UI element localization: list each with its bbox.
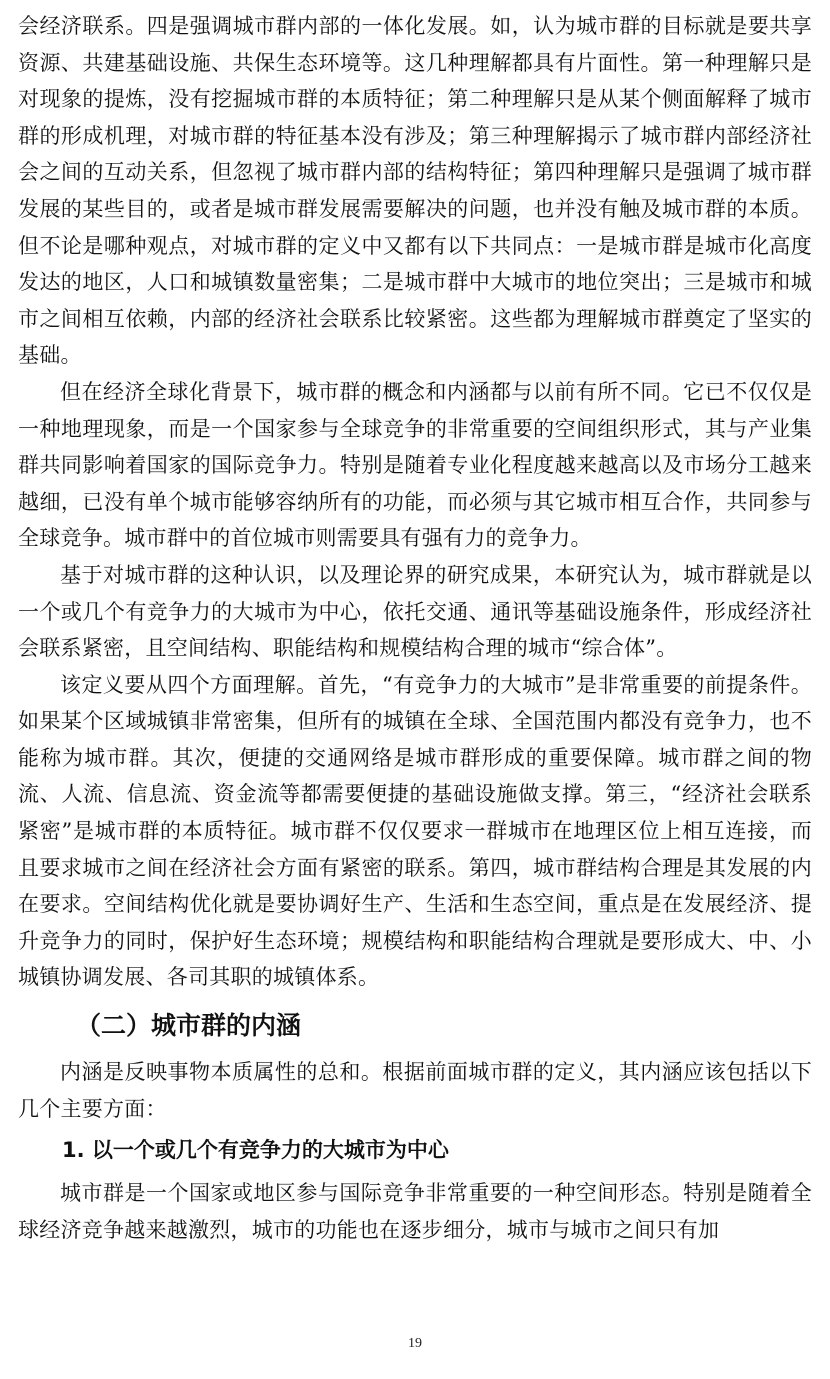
body-paragraph-continued: 会经济联系。四是强调城市群内部的一体化发展。如，认为城市群的目标就是要共享资源、共建基础设施、共保生态环境等。这几种理解都具有片面性。第一种理解只是对现象的提炼，没有挖掘城市群的本质特征；第二种理解只是从某个侧面解释了城市群的形成机理，对城市群的特征基本没有涉及；第三种理解揭示了城市群内部经济社会之间的互动关系，但忽视了城市群内部的结构特征；第四种理解只是强调了城市群发展的某些目的，或者是城市群发展需要解决的问题，也并没有触及城市群的本质。但不论是哪种观点，对城市群的定义中又都有以下共同点：一是城市群是城市化高度发达的地区，人口和城镇数量密集；二是城市群中大城市的地位突出；三是城市和城市之间相互依赖，内部的经济社会联系比较紧密。这些都为理解城市群奠定了坚实的基础。 [18,14,812,368]
body-paragraph-globalization: 但在经济全球化背景下，城市群的概念和内涵都与以前有所不同。它已不仅仅是一种地理现象，而是一个国家参与全球竞争的非常重要的空间组织形式，其与产业集群共同影响着国家的国际竞争力。特别是随着专业化程度越来越高以及市场分工越来越细，已没有单个城市能够容纳所有的功能，而必须与其它城市相互合作，共同参与全球竞争。城市群中的首位城市则需要具有强有力的竞争力。 [18,379,812,551]
page-number: 19 [408,1336,422,1351]
document-page [18,8,812,1248]
body-paragraph-definition: 基于对城市群的这种认识，以及理论界的研究成果，本研究认为，城市群就是以一个或几个有竞争力的大城市为中心，依托交通、通讯等基础设施条件，形成经济社会联系紧密，且空间结构、职能结构和规模结构合理的城市“综合体”。 [18,562,812,661]
body-paragraph-four-aspects: 该定义要从四个方面理解。首先，“有竞争力的大城市”是非常重要的前提条件。如果某个区域城镇非常密集，但所有的城镇在全球、全国范围内都没有竞争力，也不能称为城市群。其次，便捷的交通网络是城市群形成的重要保障。城市群之间的物流、人流、信息流、资金流等都需要便捷的基础设施做支撑。第三，“经济社会联系紧密”是城市群的本质特征。城市群不仅仅要求一群城市在地理区位上相互连接，而且要求城市之间在经济社会方面有紧密的联系。第四，城市群结构合理是其发展的内在要求。空间结构优化就是要协调好生产、生活和生态空间，重点是在发展经济、提升竞争力的同时，保护好生态环境；规模结构和职能结构合理就是要形成大、中、小城镇协调发展、各司其职的城镇体系。 [18,672,812,990]
section-intro-paragraph: 内涵是反映事物本质属性的总和。根据前面城市群的定义，其内涵应该包括以下几个主要方面： [18,1060,812,1121]
body-paragraph-bottom: 城市群是一个国家或地区参与国际竞争非常重要的一种空间形态。特别是随着全球经济竞争越来越激烈，城市的功能也在逐步细分，城市与城市之间只有加 [18,1181,812,1242]
section-heading: （二）城市群的内涵 [76,1011,302,1041]
subsection-heading: 1. 以一个或几个有竞争力的大城市为中心 [62,1138,449,1163]
